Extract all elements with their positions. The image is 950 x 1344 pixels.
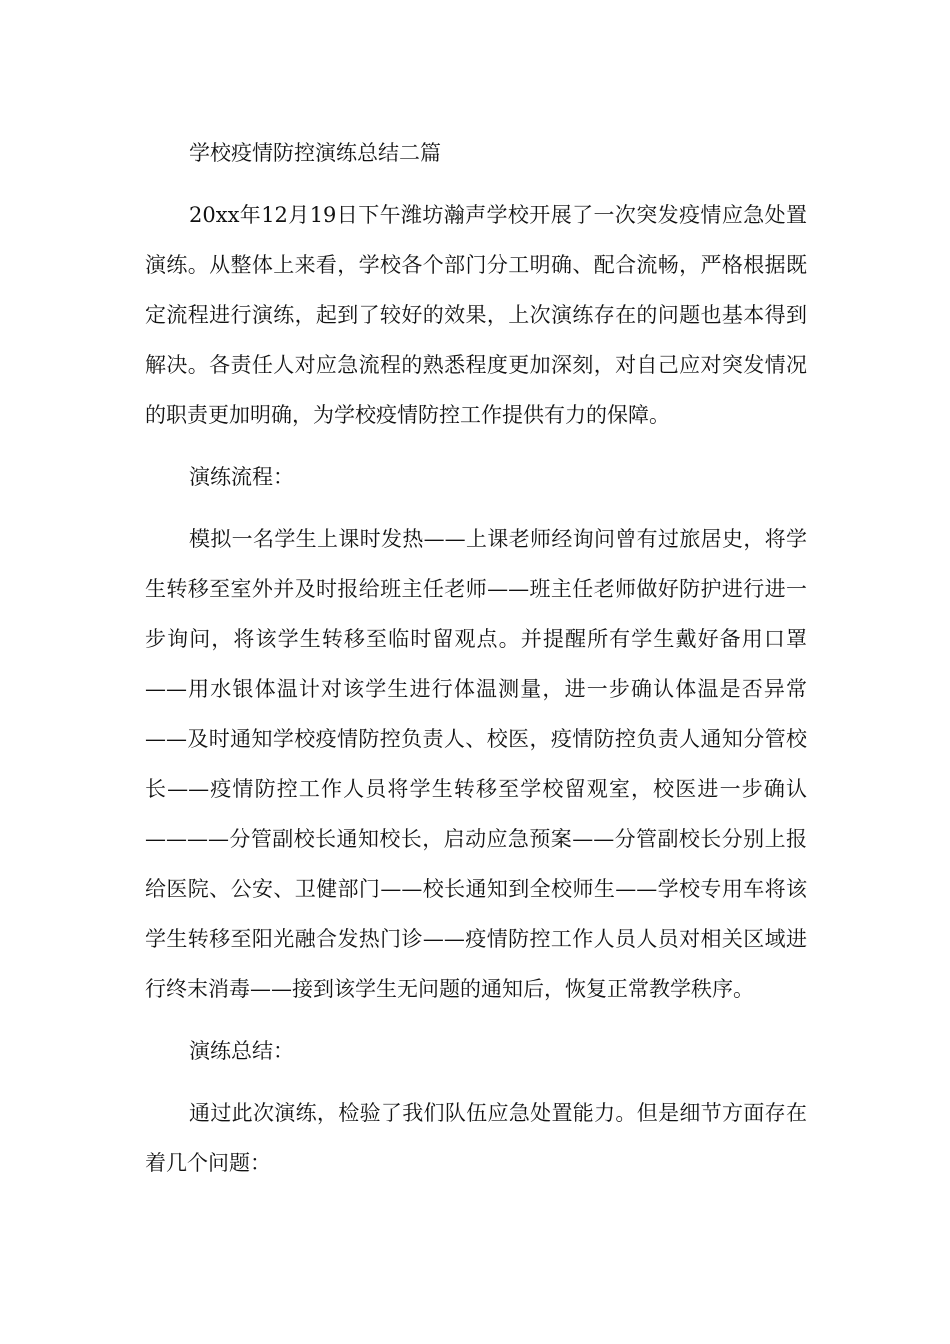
process-paragraph: 模拟一名学生上课时发热——上课老师经询问曾有过旅居史，将学生转移至室外并及时报给班主任老师——班主任老师做好防护进行进一步询问，将该学生转移至临时留观点。并提醒所有学生戴好备用口罩——用水银体温计对该学生进行体温测量，进一步确认体温是否异常——及时通知学校疫情防控负责人、校医，疫情防控负责人通知分管校长——疫情防控工作人员将学生转移至学校留观室，校医进一步确认————分管副校长通知校长，启动应急预案——分管副校长分别上报给医院、公安、卫健部门——校长通知到全校师生——学校专用车将该学生转移至阳光融合发热门诊——疫情防控工作人员人员对相关区域进行终末消毒——接到该学生无问题的通知后，恢复正常教学秩序。 (145, 527, 807, 1001)
spacer (145, 1014, 807, 1026)
process-heading: 演练流程： (189, 465, 294, 489)
spacer (145, 1076, 807, 1088)
summary-paragraph: 通过此次演练，检验了我们队伍应急处置能力。但是细节方面存在着几个问题： (145, 1101, 807, 1175)
spacer (145, 502, 807, 514)
document-title: 学校疫情防控演练总结二篇 (189, 141, 441, 165)
intro-paragraph: 20xx年12月19日下午潍坊瀚声学校开展了一次突发疫情应急处置演练。从整体上来看，学校各个部门分工明确、配合流畅，严格根据既定流程进行演练，起到了较好的效果，上次演练存在的问题也基本得到解决。各责任人对应急流程的熟悉程度更加深刻，对自己应对突发情况的职责更加明确，为学校疫情防控工作提供有力的保障。 (145, 203, 807, 427)
document-body (145, 128, 807, 1188)
summary-heading: 演练总结： (189, 1039, 294, 1063)
spacer (145, 178, 807, 190)
spacer (145, 440, 807, 452)
